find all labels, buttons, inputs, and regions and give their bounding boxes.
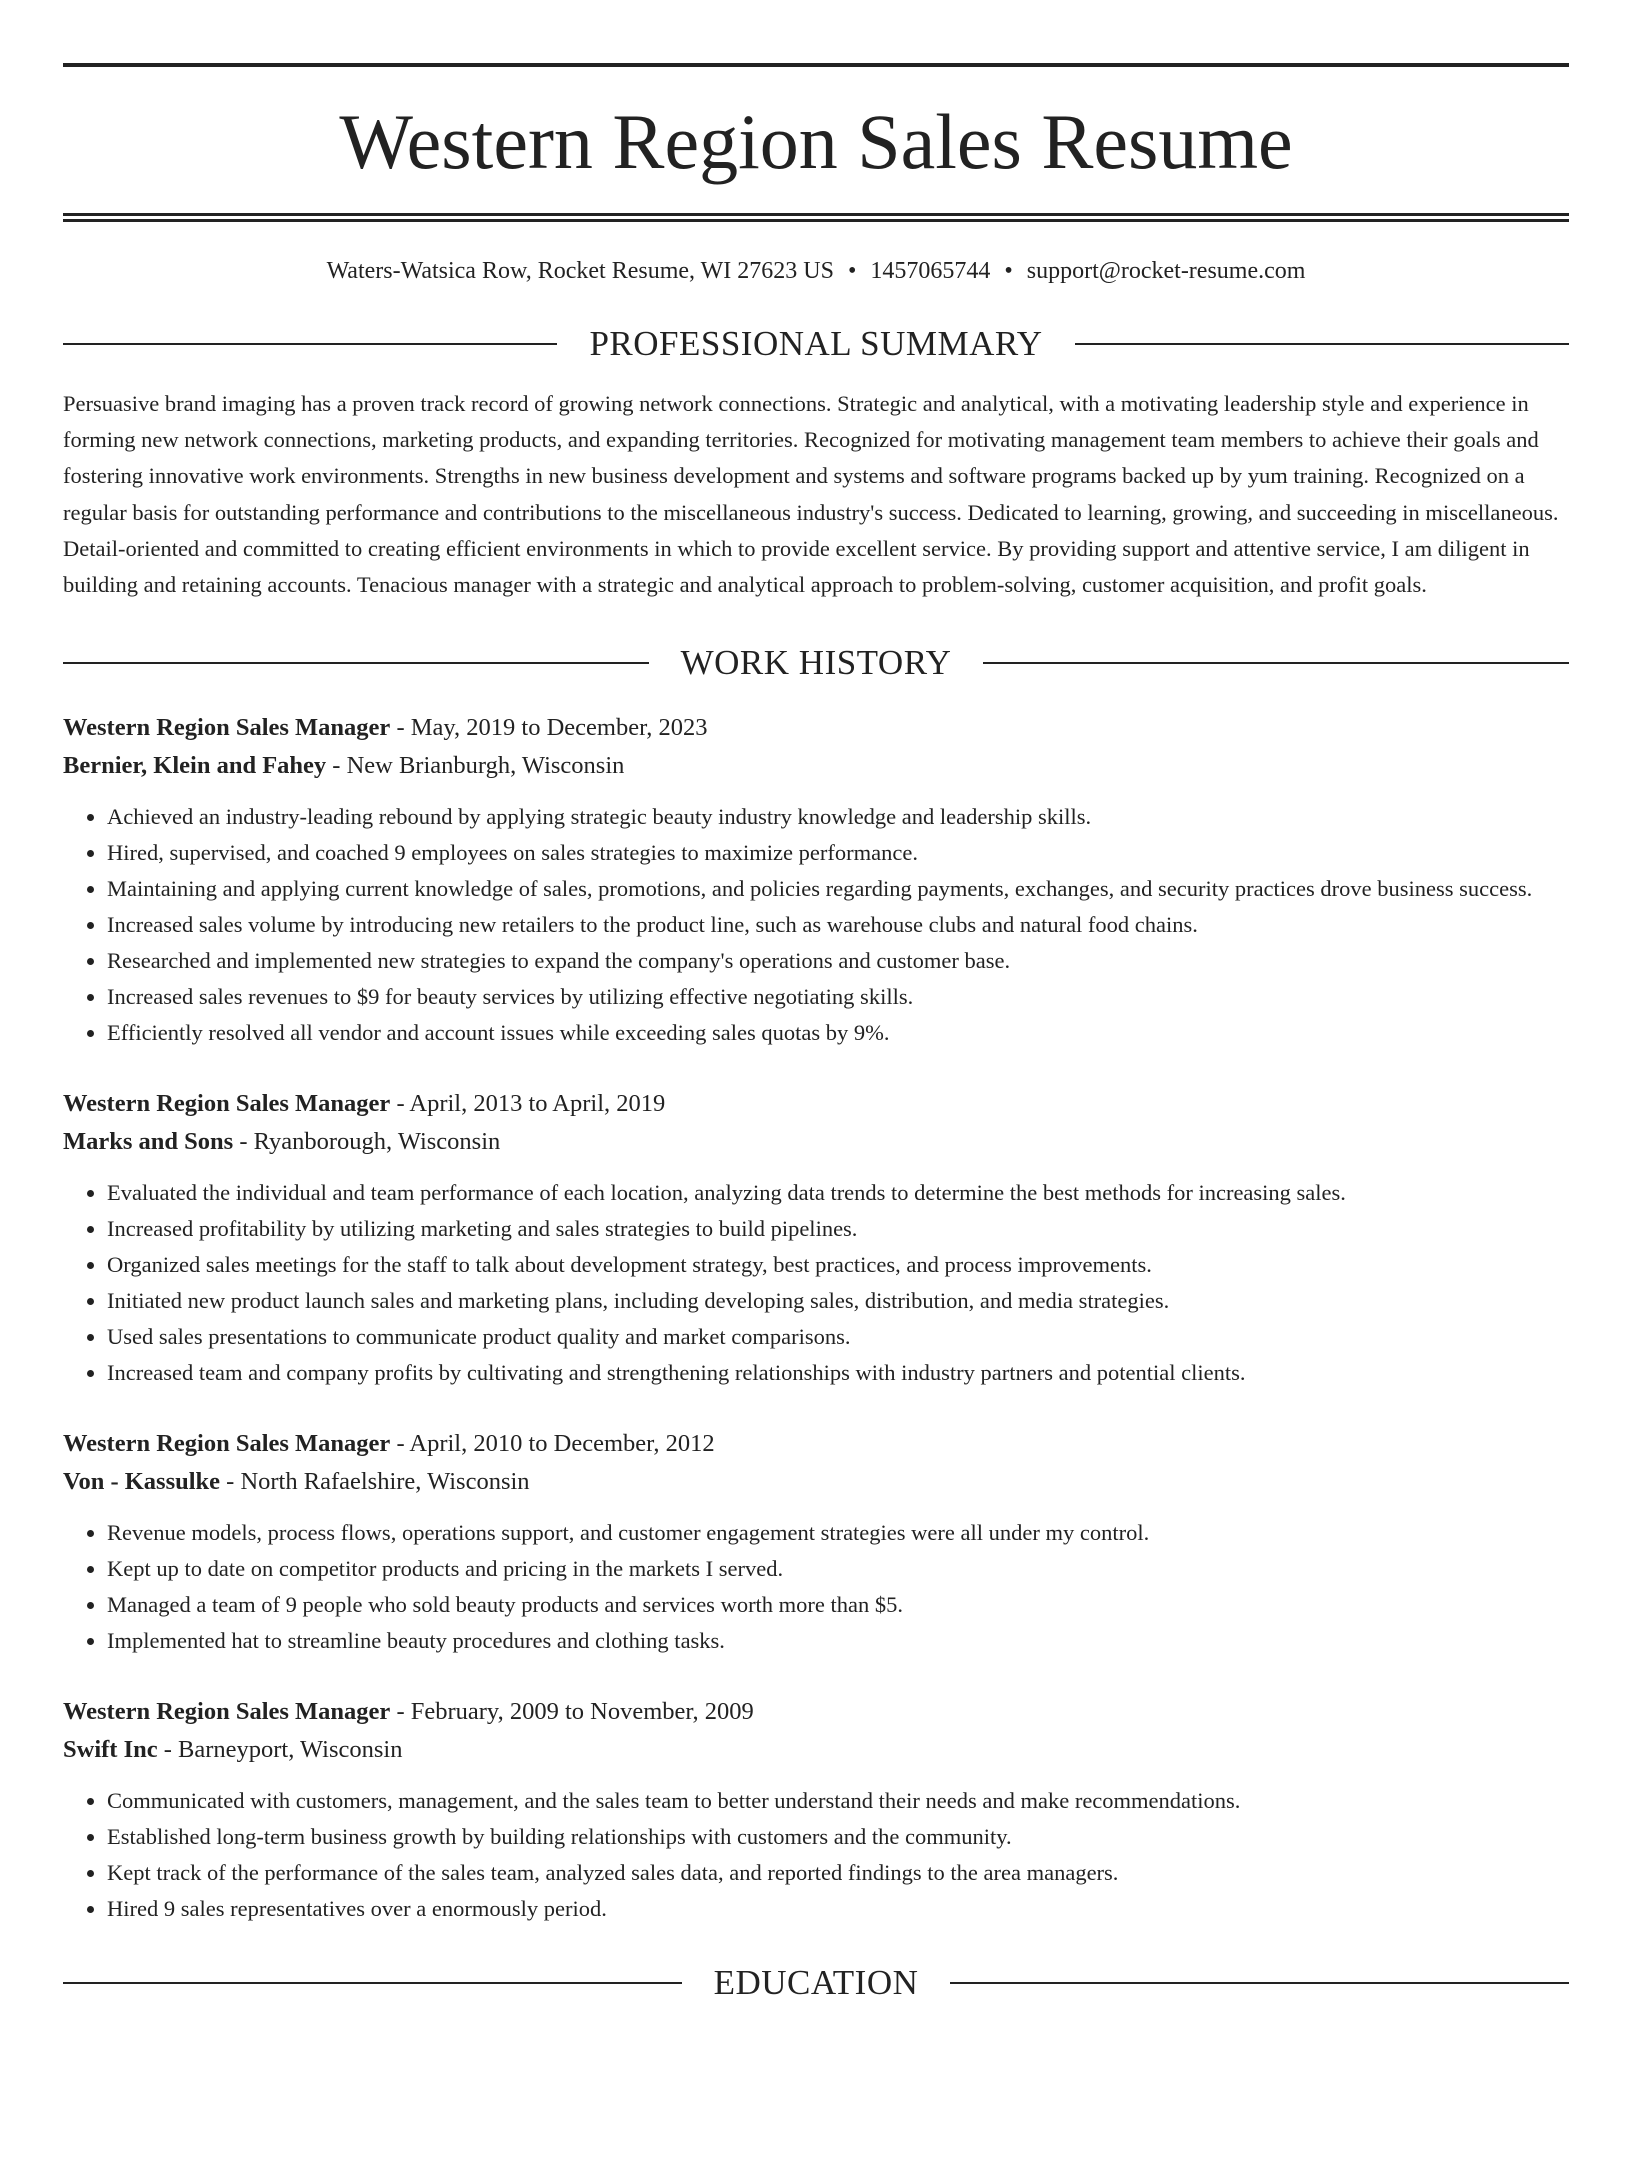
job-bullet: • Managed a team of 9 people who sold beauty products and services worth more than $5. xyxy=(107,1587,1569,1623)
heading-rule-left xyxy=(63,1982,682,1984)
summary-heading xyxy=(63,324,1569,364)
summary-heading-label: PROFESSIONAL SUMMARY xyxy=(589,324,1043,363)
summary-text: Persuasive brand imaging has a proven track record of growing network connections. Strategic and analytical, with a motivating leadership style and experience in forming new network connections, marketing products, and expanding territories. Recognized for motivating management team members to achieve their goals and fostering innovative work environments. Strengths in new business development and systems and software programs backed up by yum training. Recognized on a regular basis for outstanding performance and contributions to the miscellaneous industry's success. Dedicated to learning, growing, and succeeding in miscellaneous. Detail-oriented and committed to creating efficient environments in which to provide excellent service. By providing support and attentive service, I am diligent in building and retaining accounts. Tenacious manager with a strategic and analytical approach to problem-solving, customer acquisition, and profit goals. xyxy=(63,391,1559,598)
education-heading xyxy=(63,1963,1569,2003)
job-bullet: • Maintaining and applying current knowledge of sales, promotions, and policies regarding payments, exchanges, and security practices drove business success. xyxy=(107,871,1569,907)
job-entry xyxy=(63,1425,1569,1659)
job-bullet: • Established long-term business growth by building relationships with customers and the community. xyxy=(107,1819,1569,1855)
job-bullet: • Kept track of the performance of the sales team, analyzed sales data, and reported findings to the area managers. xyxy=(107,1855,1569,1891)
job-bullet: • Hired, supervised, and coached 9 employees on sales strategies to maximize performance. xyxy=(107,835,1569,871)
job-title: Western Region Sales Manager xyxy=(63,1090,391,1118)
title-double-rule xyxy=(63,213,1569,222)
job-bullet: • Researched and implemented new strategies to expand the company's operations and customer base. xyxy=(107,943,1569,979)
heading-rule-right xyxy=(1075,343,1569,345)
job-bullet: • Efficiently resolved all vendor and account issues while exceeding sales quotas by 9%. xyxy=(107,1015,1569,1051)
job-bullets xyxy=(63,799,1569,1051)
job-bullet: • Increased profitability by utilizing marketing and sales strategies to build pipelines. xyxy=(107,1211,1569,1247)
job-dates: - April, 2010 to December, 2012 xyxy=(390,1430,715,1458)
job-bullet: • Increased sales volume by introducing new retailers to the product line, such as warehouse clubs and natural food chains. xyxy=(107,907,1569,943)
work-history-heading xyxy=(63,643,1569,683)
job-company-line xyxy=(63,1123,1569,1161)
contact-separator: • xyxy=(847,258,857,284)
contact-info xyxy=(63,256,1569,286)
contact-separator: • xyxy=(1004,258,1013,284)
job-company-line xyxy=(63,747,1569,785)
job-bullet: • Revenue models, process flows, operations support, and customer engagement strategies were all under my control. xyxy=(107,1515,1569,1551)
job-bullet: • Evaluated the individual and team performance of each location, analyzing data trends to determine the best methods for increasing sales. xyxy=(107,1175,1569,1211)
contact-email: support@rocket-resume.com xyxy=(1026,258,1306,284)
job-bullet: • Kept up to date on competitor products and pricing in the markets I served. xyxy=(107,1551,1569,1587)
job-location: - North Rafaelshire, Wisconsin xyxy=(220,1468,530,1496)
job-bullet: • Increased sales revenues to $9 for beauty services by utilizing effective negotiating skills. xyxy=(107,979,1569,1015)
resume-page xyxy=(0,63,1632,2175)
job-location: - Ryanborough, Wisconsin xyxy=(233,1128,501,1156)
job-title-line xyxy=(63,1693,1569,1731)
resume-title: Western Region Sales Resume xyxy=(339,98,1293,185)
job-title-line xyxy=(63,1425,1569,1463)
job-bullet: • Increased team and company profits by cultivating and strengthening relationships with industry partners and potential clients. xyxy=(107,1355,1569,1391)
heading-rule-right xyxy=(950,1982,1569,1984)
work-history-heading-label: WORK HISTORY xyxy=(680,643,952,683)
job-company: Bernier, Klein and Fahey xyxy=(63,752,327,780)
job-dates: - April, 2013 to April, 2019 xyxy=(390,1090,666,1118)
job-bullet: • Communicated with customers, management, and the sales team to better understand their needs and make recommendations. xyxy=(107,1783,1569,1819)
job-bullet: • Achieved an industry-leading rebound by applying strategic beauty industry knowledge and leadership skills. xyxy=(107,799,1569,835)
job-company-line xyxy=(63,1463,1569,1501)
job-location: - Barneyport, Wisconsin xyxy=(157,1736,403,1764)
job-company: Von - Kassulke xyxy=(63,1468,221,1496)
job-entry xyxy=(63,1693,1569,1927)
job-bullet: • Hired 9 sales representatives over a enormously period. xyxy=(107,1891,1569,1927)
job-dates: - February, 2009 to November, 2009 xyxy=(390,1698,754,1726)
job-company: Swift Inc xyxy=(63,1736,158,1764)
education-heading-label: EDUCATION xyxy=(713,1963,919,2003)
heading-rule-right xyxy=(983,662,1569,664)
job-location: - New Brianburgh, Wisconsin xyxy=(326,752,625,780)
job-bullets xyxy=(63,1175,1569,1391)
job-title-line xyxy=(63,709,1569,747)
top-rule xyxy=(63,63,1569,67)
job-company: Marks and Sons xyxy=(63,1128,234,1156)
heading-rule-left xyxy=(63,662,649,664)
job-dates: - May, 2019 to December, 2023 xyxy=(390,714,708,742)
heading-rule-left xyxy=(63,343,557,345)
contact-address: Waters-Watsica Row, Rocket Resume, WI 27623 US xyxy=(326,258,834,284)
job-bullets xyxy=(63,1783,1569,1927)
job-bullet: • Implemented hat to streamline beauty procedures and clothing tasks. xyxy=(107,1623,1569,1659)
job-entry xyxy=(63,709,1569,1051)
job-bullet: • Used sales presentations to communicate product quality and market comparisons. xyxy=(107,1319,1569,1355)
job-bullet: • Initiated new product launch sales and marketing plans, including developing sales, distribution, and media strategies. xyxy=(107,1283,1569,1319)
job-title: Western Region Sales Manager xyxy=(63,1698,391,1726)
job-company-line xyxy=(63,1731,1569,1769)
job-bullets xyxy=(63,1515,1569,1659)
job-title: Western Region Sales Manager xyxy=(63,1430,391,1458)
contact-phone: 1457065744 xyxy=(870,258,991,284)
job-entry xyxy=(63,1085,1569,1391)
job-title: Western Region Sales Manager xyxy=(63,714,391,742)
job-bullet: • Organized sales meetings for the staff to talk about development strategy, best practices, and process improvements. xyxy=(107,1247,1569,1283)
job-title-line xyxy=(63,1085,1569,1123)
